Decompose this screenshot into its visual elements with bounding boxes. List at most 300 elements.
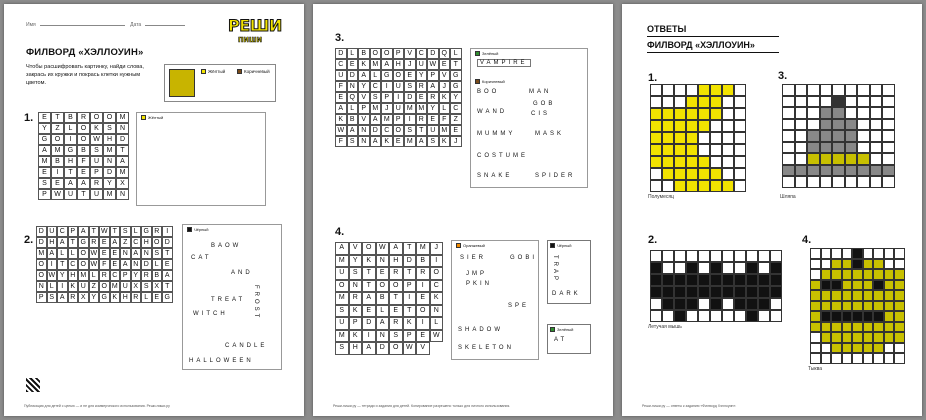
grid-cell[interactable]: O (362, 242, 376, 255)
grid-cell[interactable]: G (450, 70, 462, 81)
grid-cell[interactable]: S (335, 342, 349, 355)
grid-cell[interactable]: V (404, 48, 416, 59)
grid-cell[interactable]: A (376, 317, 390, 330)
grid-cell[interactable]: T (64, 167, 77, 178)
grid-cell[interactable]: L (439, 103, 451, 114)
grid-cell[interactable]: T (116, 145, 129, 156)
grid-cell[interactable]: I (51, 167, 64, 178)
grid-cell[interactable]: I (416, 317, 430, 330)
grid-cell[interactable]: B (416, 255, 430, 268)
grid-cell[interactable]: M (404, 136, 416, 147)
grid-cell[interactable]: T (68, 237, 79, 248)
grid-cell[interactable]: S (152, 248, 163, 259)
grid-cell[interactable]: H (47, 237, 58, 248)
grid-cell[interactable]: A (416, 136, 428, 147)
grid-cell[interactable]: E (362, 305, 376, 318)
grid-cell[interactable]: C (57, 226, 68, 237)
grid-cell[interactable]: F (99, 259, 110, 270)
grid-cell[interactable]: L (47, 281, 58, 292)
grid-cell[interactable]: M (103, 189, 116, 200)
grid-cell[interactable]: Y (349, 255, 363, 268)
grid-cell[interactable]: H (120, 292, 131, 303)
grid-cell[interactable]: T (362, 267, 376, 280)
grid-cell[interactable]: S (141, 281, 152, 292)
grid-cell[interactable]: M (116, 112, 129, 123)
grid-cell[interactable]: V (416, 342, 430, 355)
grid-cell[interactable]: D (103, 167, 116, 178)
grid-cell[interactable]: U (64, 189, 77, 200)
grid-cell[interactable]: N (103, 156, 116, 167)
grid-cell[interactable]: F (335, 136, 347, 147)
grid-cell[interactable]: R (77, 112, 90, 123)
grid-cell[interactable]: I (393, 92, 405, 103)
grid-cell[interactable]: P (90, 167, 103, 178)
grid-cell[interactable]: A (389, 242, 403, 255)
grid-cell[interactable]: T (416, 125, 428, 136)
grid-cell[interactable]: W (51, 189, 64, 200)
grid-cell[interactable]: W (403, 342, 417, 355)
grid-cell[interactable]: G (162, 292, 173, 303)
grid-cell[interactable]: P (349, 317, 363, 330)
grid-cell[interactable]: C (370, 81, 382, 92)
grid-cell[interactable]: T (57, 259, 68, 270)
grid-cell[interactable]: M (110, 281, 121, 292)
grid-cell[interactable]: M (416, 103, 428, 114)
grid-cell[interactable]: T (403, 305, 417, 318)
grid-cell[interactable]: S (349, 267, 363, 280)
grid-cell[interactable]: E (416, 292, 430, 305)
grid-cell[interactable]: C (335, 59, 347, 70)
grid-cell[interactable]: P (38, 189, 51, 200)
grid-cell[interactable]: E (99, 237, 110, 248)
grid-cell[interactable]: N (358, 136, 370, 147)
grid-cell[interactable]: H (141, 237, 152, 248)
puzzle-grid-3[interactable] (335, 48, 462, 147)
grid-cell[interactable]: G (38, 134, 51, 145)
grid-cell[interactable]: K (381, 136, 393, 147)
grid-cell[interactable]: L (131, 226, 142, 237)
grid-cell[interactable]: N (376, 255, 390, 268)
grid-cell[interactable]: R (152, 226, 163, 237)
grid-cell[interactable]: A (116, 156, 129, 167)
grid-cell[interactable]: E (347, 59, 359, 70)
grid-cell[interactable]: E (51, 178, 64, 189)
grid-cell[interactable]: O (370, 48, 382, 59)
grid-cell[interactable]: O (152, 237, 163, 248)
grid-cell[interactable]: L (152, 259, 163, 270)
grid-cell[interactable]: D (404, 92, 416, 103)
grid-cell[interactable]: S (38, 178, 51, 189)
grid-cell[interactable]: H (389, 255, 403, 268)
grid-cell[interactable]: O (416, 305, 430, 318)
grid-cell[interactable]: Q (439, 48, 451, 59)
grid-cell[interactable]: S (103, 123, 116, 134)
grid-cell[interactable]: M (38, 156, 51, 167)
grid-cell[interactable]: K (403, 317, 417, 330)
grid-cell[interactable]: S (47, 292, 58, 303)
grid-cell[interactable]: O (381, 48, 393, 59)
grid-cell[interactable]: N (131, 259, 142, 270)
grid-cell[interactable]: D (427, 48, 439, 59)
grid-cell[interactable]: P (358, 103, 370, 114)
grid-cell[interactable]: N (347, 81, 359, 92)
grid-cell[interactable]: M (51, 145, 64, 156)
grid-cell[interactable]: B (152, 270, 163, 281)
grid-cell[interactable]: G (381, 70, 393, 81)
grid-cell[interactable]: T (51, 112, 64, 123)
grid-cell[interactable]: K (110, 292, 121, 303)
grid-cell[interactable]: O (430, 267, 444, 280)
grid-cell[interactable]: S (404, 81, 416, 92)
grid-cell[interactable]: U (335, 70, 347, 81)
grid-cell[interactable]: R (68, 292, 79, 303)
grid-cell[interactable]: Y (450, 92, 462, 103)
grid-cell[interactable]: D (347, 70, 359, 81)
grid-cell[interactable]: S (404, 125, 416, 136)
grid-cell[interactable]: E (389, 305, 403, 318)
grid-cell[interactable]: H (103, 134, 116, 145)
grid-cell[interactable]: E (439, 59, 451, 70)
grid-cell[interactable]: N (349, 280, 363, 293)
grid-cell[interactable]: W (427, 59, 439, 70)
grid-cell[interactable]: C (416, 48, 428, 59)
grid-cell[interactable]: T (450, 59, 462, 70)
grid-cell[interactable]: P (403, 280, 417, 293)
grid-cell[interactable]: E (77, 167, 90, 178)
grid-cell[interactable]: O (36, 259, 47, 270)
grid-cell[interactable]: A (358, 70, 370, 81)
grid-cell[interactable]: B (376, 292, 390, 305)
grid-cell[interactable]: I (162, 226, 173, 237)
grid-cell[interactable]: X (131, 281, 142, 292)
grid-cell[interactable]: A (347, 125, 359, 136)
grid-cell[interactable]: Y (427, 103, 439, 114)
grid-cell[interactable]: N (36, 281, 47, 292)
grid-cell[interactable]: V (358, 92, 370, 103)
grid-cell[interactable]: N (116, 189, 129, 200)
grid-cell[interactable]: M (370, 59, 382, 70)
grid-cell[interactable]: L (64, 123, 77, 134)
grid-cell[interactable]: G (141, 226, 152, 237)
grid-cell[interactable]: V (358, 114, 370, 125)
grid-cell[interactable]: B (358, 48, 370, 59)
grid-cell[interactable]: B (64, 112, 77, 123)
grid-cell[interactable]: U (393, 81, 405, 92)
grid-cell[interactable]: R (389, 267, 403, 280)
grid-cell[interactable]: U (335, 267, 349, 280)
grid-cell[interactable]: S (90, 145, 103, 156)
grid-cell[interactable]: S (347, 136, 359, 147)
grid-cell[interactable]: S (389, 330, 403, 343)
grid-cell[interactable]: M (370, 103, 382, 114)
grid-cell[interactable]: E (162, 259, 173, 270)
grid-cell[interactable]: C (381, 125, 393, 136)
grid-cell[interactable]: A (64, 178, 77, 189)
grid-cell[interactable]: M (36, 248, 47, 259)
grid-cell[interactable]: A (77, 178, 90, 189)
grid-cell[interactable]: P (393, 48, 405, 59)
grid-cell[interactable]: O (393, 125, 405, 136)
grid-cell[interactable]: A (162, 270, 173, 281)
grid-cell[interactable]: U (90, 189, 103, 200)
grid-cell[interactable]: D (141, 259, 152, 270)
grid-cell[interactable]: G (99, 292, 110, 303)
grid-cell[interactable]: Z (51, 123, 64, 134)
grid-cell[interactable]: L (450, 48, 462, 59)
grid-cell[interactable]: A (370, 136, 382, 147)
grid-cell[interactable]: A (362, 342, 376, 355)
grid-cell[interactable]: I (404, 114, 416, 125)
grid-cell[interactable]: R (349, 292, 363, 305)
grid-cell[interactable]: G (78, 237, 89, 248)
grid-cell[interactable]: O (36, 270, 47, 281)
grid-cell[interactable]: Y (38, 123, 51, 134)
grid-cell[interactable]: L (370, 70, 382, 81)
grid-cell[interactable]: D (403, 255, 417, 268)
grid-cell[interactable]: W (376, 242, 390, 255)
grid-cell[interactable]: J (450, 136, 462, 147)
grid-cell[interactable]: C (131, 237, 142, 248)
grid-cell[interactable]: A (110, 237, 121, 248)
grid-cell[interactable]: R (389, 317, 403, 330)
grid-cell[interactable]: H (68, 270, 79, 281)
grid-cell[interactable]: X (78, 292, 89, 303)
grid-cell[interactable]: O (77, 123, 90, 134)
grid-cell[interactable]: R (416, 114, 428, 125)
grid-cell[interactable]: A (57, 292, 68, 303)
grid-cell[interactable]: W (90, 134, 103, 145)
grid-cell[interactable]: C (430, 280, 444, 293)
grid-cell[interactable]: V (439, 70, 451, 81)
grid-cell[interactable]: K (362, 255, 376, 268)
grid-cell[interactable]: T (162, 281, 173, 292)
grid-cell[interactable]: J (404, 59, 416, 70)
grid-cell[interactable]: Z (450, 114, 462, 125)
grid-cell[interactable]: L (347, 103, 359, 114)
grid-cell[interactable]: N (376, 330, 390, 343)
grid-cell[interactable]: R (416, 81, 428, 92)
grid-cell[interactable]: A (38, 145, 51, 156)
grid-cell[interactable]: M (78, 270, 89, 281)
grid-cell[interactable]: B (347, 114, 359, 125)
grid-cell[interactable]: O (389, 342, 403, 355)
grid-cell[interactable]: K (439, 92, 451, 103)
grid-cell[interactable]: T (403, 267, 417, 280)
grid-cell[interactable]: D (362, 317, 376, 330)
grid-cell[interactable]: Y (57, 270, 68, 281)
grid-cell[interactable]: M (381, 114, 393, 125)
grid-cell[interactable]: O (376, 280, 390, 293)
grid-cell[interactable]: L (57, 248, 68, 259)
grid-cell[interactable]: C (450, 103, 462, 114)
grid-cell[interactable]: K (335, 114, 347, 125)
grid-cell[interactable]: T (162, 248, 173, 259)
grid-cell[interactable]: I (416, 280, 430, 293)
grid-cell[interactable]: O (51, 134, 64, 145)
grid-cell[interactable]: H (393, 59, 405, 70)
grid-cell[interactable]: E (152, 292, 163, 303)
grid-cell[interactable]: P (68, 226, 79, 237)
grid-cell[interactable]: Z (120, 237, 131, 248)
grid-cell[interactable]: F (77, 156, 90, 167)
grid-cell[interactable]: T (110, 226, 121, 237)
grid-cell[interactable]: C (110, 270, 121, 281)
grid-cell[interactable]: I (381, 81, 393, 92)
grid-cell[interactable]: D (36, 226, 47, 237)
grid-cell[interactable]: Y (358, 81, 370, 92)
grid-cell[interactable]: V (349, 242, 363, 255)
grid-cell[interactable]: I (64, 134, 77, 145)
grid-cell[interactable]: O (99, 281, 110, 292)
puzzle-grid-4[interactable] (335, 242, 443, 355)
grid-cell[interactable]: R (99, 270, 110, 281)
grid-cell[interactable]: M (335, 330, 349, 343)
grid-cell[interactable]: E (376, 267, 390, 280)
grid-cell[interactable]: K (68, 281, 79, 292)
grid-cell[interactable]: D (335, 48, 347, 59)
grid-cell[interactable]: U (120, 281, 131, 292)
grid-cell[interactable]: I (57, 281, 68, 292)
grid-cell[interactable]: I (430, 255, 444, 268)
grid-cell[interactable]: R (141, 270, 152, 281)
grid-cell[interactable]: D (162, 237, 173, 248)
grid-cell[interactable]: S (370, 92, 382, 103)
grid-cell[interactable]: A (427, 81, 439, 92)
grid-cell[interactable]: Q (347, 92, 359, 103)
grid-cell[interactable]: S (427, 136, 439, 147)
grid-cell[interactable]: E (110, 259, 121, 270)
grid-cell[interactable]: L (376, 305, 390, 318)
grid-cell[interactable]: I (47, 259, 58, 270)
grid-cell[interactable]: A (335, 103, 347, 114)
grid-cell[interactable]: A (362, 292, 376, 305)
grid-cell[interactable]: D (370, 125, 382, 136)
grid-cell[interactable]: P (427, 70, 439, 81)
grid-cell[interactable]: T (389, 292, 403, 305)
grid-cell[interactable]: U (47, 226, 58, 237)
grid-cell[interactable]: R (416, 267, 430, 280)
grid-cell[interactable]: K (90, 123, 103, 134)
puzzle-grid-1[interactable] (38, 112, 129, 200)
grid-cell[interactable]: M (335, 255, 349, 268)
grid-cell[interactable]: W (430, 330, 444, 343)
grid-cell[interactable]: O (78, 259, 89, 270)
grid-cell[interactable]: E (416, 330, 430, 343)
grid-cell[interactable]: E (38, 167, 51, 178)
grid-cell[interactable]: Y (89, 292, 100, 303)
grid-cell[interactable]: K (430, 292, 444, 305)
grid-cell[interactable]: E (110, 248, 121, 259)
grid-cell[interactable]: P (403, 330, 417, 343)
grid-cell[interactable]: G (64, 145, 77, 156)
grid-cell[interactable]: N (141, 248, 152, 259)
puzzle-grid-2[interactable] (36, 226, 173, 303)
grid-cell[interactable]: K (349, 305, 363, 318)
grid-cell[interactable]: U (335, 317, 349, 330)
grid-cell[interactable]: M (404, 103, 416, 114)
grid-cell[interactable]: R (131, 292, 142, 303)
grid-cell[interactable]: F (439, 114, 451, 125)
grid-cell[interactable]: L (141, 292, 152, 303)
grid-cell[interactable]: E (335, 92, 347, 103)
grid-cell[interactable]: J (381, 103, 393, 114)
grid-cell[interactable]: T (89, 226, 100, 237)
grid-cell[interactable]: E (450, 125, 462, 136)
grid-cell[interactable]: D (116, 134, 129, 145)
grid-cell[interactable]: U (90, 156, 103, 167)
grid-cell[interactable]: E (404, 70, 416, 81)
grid-cell[interactable]: E (38, 112, 51, 123)
grid-cell[interactable]: O (90, 112, 103, 123)
grid-cell[interactable]: M (416, 242, 430, 255)
grid-cell[interactable]: W (48, 272, 56, 279)
grid-cell[interactable]: W (335, 125, 347, 136)
grid-cell[interactable]: I (403, 292, 417, 305)
grid-cell[interactable]: K (358, 59, 370, 70)
grid-cell[interactable]: R (89, 237, 100, 248)
grid-cell[interactable]: L (89, 270, 100, 281)
grid-cell[interactable]: Y (103, 178, 116, 189)
grid-cell[interactable]: U (416, 59, 428, 70)
grid-cell[interactable]: W (90, 250, 98, 257)
grid-cell[interactable]: N (358, 125, 370, 136)
grid-cell[interactable]: T (403, 242, 417, 255)
grid-cell[interactable]: A (57, 237, 68, 248)
grid-cell[interactable]: O (77, 134, 90, 145)
grid-cell[interactable]: M (103, 145, 116, 156)
grid-cell[interactable]: A (131, 248, 142, 259)
grid-cell[interactable]: P (381, 92, 393, 103)
grid-cell[interactable]: M (116, 167, 129, 178)
grid-cell[interactable]: E (99, 248, 110, 259)
grid-cell[interactable]: O (103, 112, 116, 123)
grid-cell[interactable]: E (416, 92, 428, 103)
grid-cell[interactable]: A (47, 248, 58, 259)
grid-cell[interactable]: L (347, 48, 359, 59)
grid-cell[interactable]: D (36, 237, 47, 248)
grid-cell[interactable]: W (100, 228, 108, 235)
grid-cell[interactable]: T (77, 189, 90, 200)
grid-cell[interactable]: P (120, 270, 131, 281)
grid-cell[interactable]: M (439, 125, 451, 136)
grid-cell[interactable]: H (349, 342, 363, 355)
grid-cell[interactable]: U (78, 281, 89, 292)
grid-cell[interactable]: O (389, 280, 403, 293)
grid-cell[interactable]: O (78, 248, 89, 259)
grid-cell[interactable]: P (393, 114, 405, 125)
grid-cell[interactable]: P (36, 292, 47, 303)
grid-cell[interactable]: N (430, 305, 444, 318)
grid-cell[interactable]: A (370, 114, 382, 125)
grid-cell[interactable]: B (77, 145, 90, 156)
grid-cell[interactable]: Z (89, 281, 100, 292)
grid-cell[interactable]: I (362, 330, 376, 343)
grid-cell[interactable]: D (376, 342, 390, 355)
grid-cell[interactable]: O (335, 280, 349, 293)
grid-cell[interactable]: Y (131, 270, 142, 281)
grid-cell[interactable]: E (427, 114, 439, 125)
grid-cell[interactable]: E (393, 136, 405, 147)
grid-cell[interactable]: B (51, 156, 64, 167)
grid-cell[interactable]: K (439, 136, 451, 147)
grid-cell[interactable]: A (78, 226, 89, 237)
grid-cell[interactable]: C (68, 259, 79, 270)
grid-cell[interactable]: U (427, 125, 439, 136)
grid-cell[interactable]: L (430, 317, 444, 330)
grid-cell[interactable]: T (362, 280, 376, 293)
grid-cell[interactable]: A (381, 59, 393, 70)
grid-cell[interactable]: N (116, 123, 129, 134)
